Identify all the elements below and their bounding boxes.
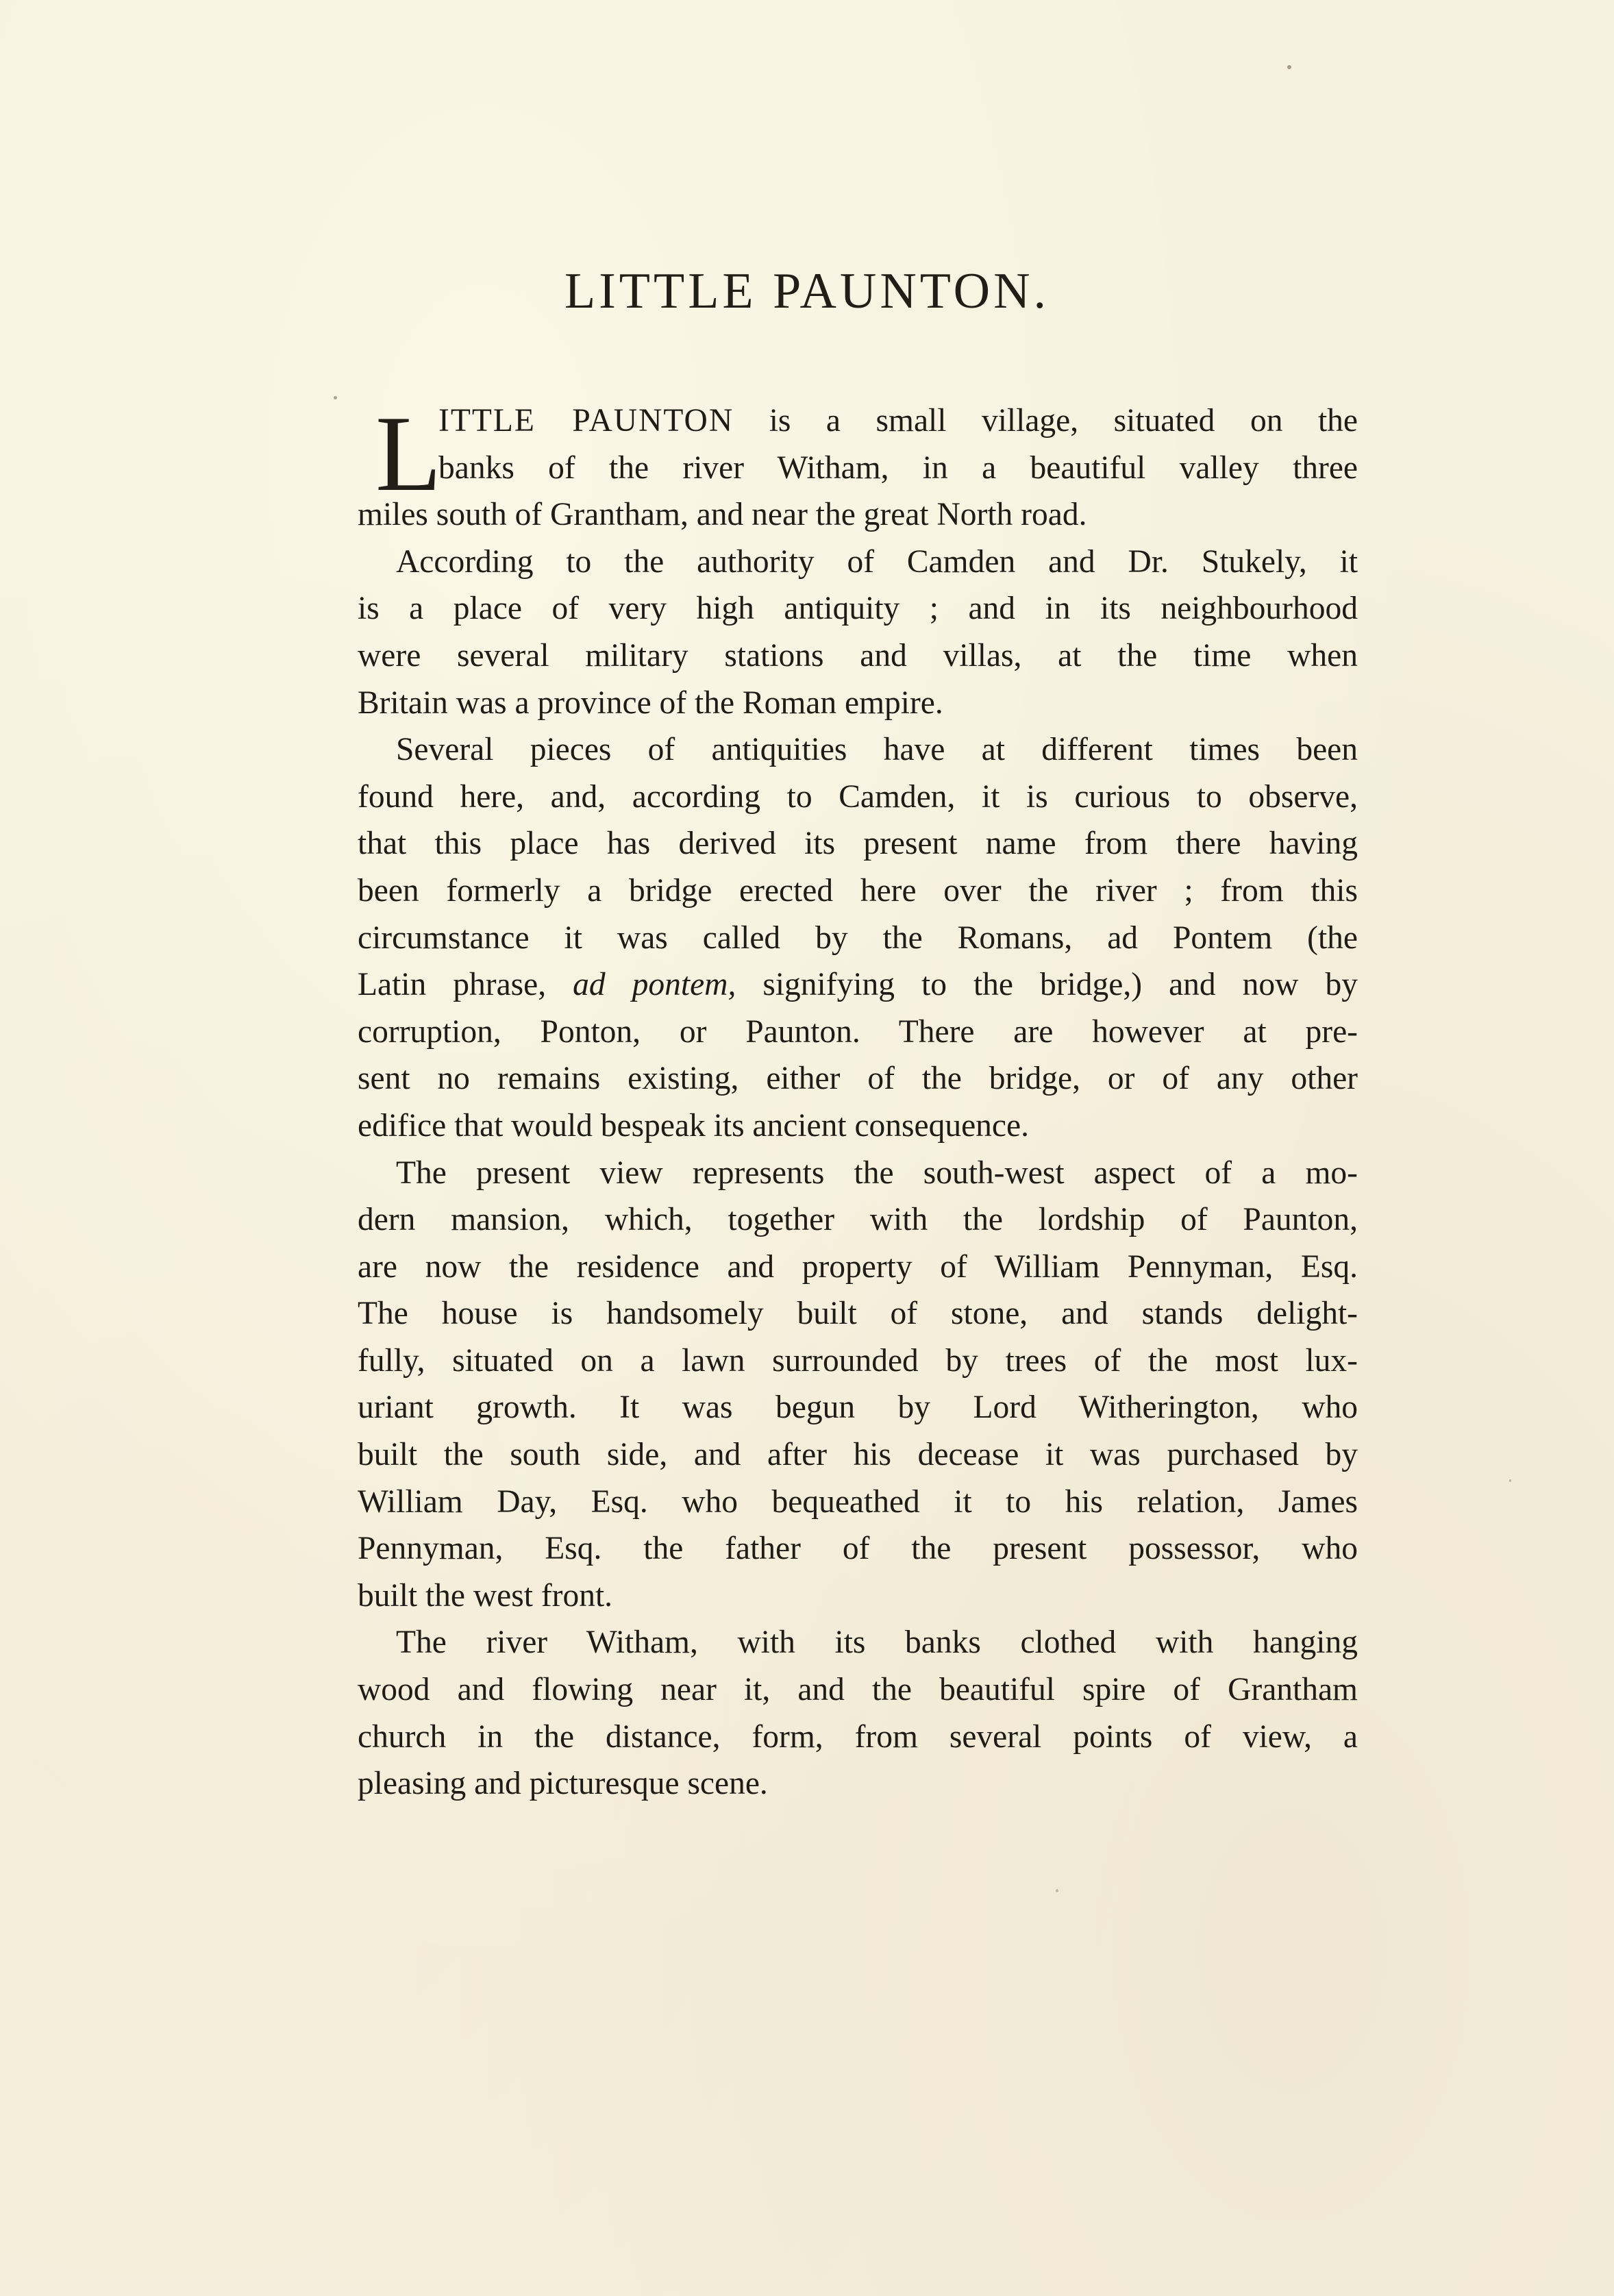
text-line <box>358 632 1358 680</box>
text-line <box>358 1102 1358 1150</box>
text-segment: fully, situated on a lawn surrounded by trees of the most lux- <box>358 1342 1358 1379</box>
text-line <box>358 1714 1358 1761</box>
text-line <box>358 445 1358 492</box>
text-segment: are now the residence and property of William Pennyman, Esq. <box>358 1248 1358 1285</box>
text-line <box>358 1760 1358 1807</box>
text-line <box>358 1525 1358 1572</box>
text-segment: ITTLE PAUNTON <box>438 403 734 439</box>
paper-speck <box>334 396 337 399</box>
text-line <box>358 1009 1358 1056</box>
text-segment: built the west front. <box>358 1577 613 1614</box>
text-segment: built the south side, and after his decease it was purchased by <box>358 1437 1358 1473</box>
text-segment: banks of the river Witham, in a beautiful valley three <box>438 449 1358 486</box>
text-line <box>358 1431 1358 1479</box>
text-line <box>358 1244 1358 1291</box>
text-line <box>358 961 1358 1009</box>
text-line <box>358 539 1358 586</box>
text-line <box>358 1150 1358 1197</box>
text-line <box>358 774 1358 821</box>
text-segment: Britain was a province of the Roman empire. <box>358 684 943 721</box>
text-segment: miles south of Grantham, and near the great North road. <box>358 497 1087 533</box>
text-segment: pleasing and picturesque scene. <box>358 1766 768 1802</box>
text-line <box>358 1384 1358 1431</box>
text-segment: The present view represents the south-west aspect of a mo- <box>396 1155 1358 1191</box>
text-line <box>358 491 1358 539</box>
text-line <box>358 867 1358 915</box>
text-segment: circumstance it was called by the Romans, ad Pontem (the <box>358 919 1358 956</box>
text-line <box>358 1337 1358 1385</box>
text-line <box>358 1196 1358 1244</box>
text-line <box>358 585 1358 632</box>
text-segment: The river Witham, with its banks clothed with hanging <box>396 1625 1358 1661</box>
text-line <box>358 1290 1358 1337</box>
text-segment: dern mansion, which, together with the lordship of Paunton, <box>358 1202 1358 1238</box>
text-segment: been formerly a bridge erected here over the river ; from this <box>358 872 1358 909</box>
text-line <box>358 1055 1358 1102</box>
paper-speck <box>1509 1479 1511 1482</box>
text-line <box>358 1666 1358 1714</box>
paper-speck <box>1287 65 1291 69</box>
text-segment: wood and flowing near it, and the beautiful spire of Grantham <box>358 1672 1358 1708</box>
text-segment: Latin phrase, <box>358 967 573 1003</box>
text-line <box>358 915 1358 962</box>
text-segment: sent no remains existing, either of the bridge, or of any other <box>358 1061 1358 1097</box>
text-segment: church in the distance, form, from several points of view, a <box>358 1718 1358 1755</box>
text-segment: Several pieces of antiquities have at different times been <box>396 732 1358 768</box>
text-segment: ad pontem, <box>573 967 736 1003</box>
text-line <box>358 680 1358 727</box>
text-segment: Pennyman, Esq. the father of the present possessor, who <box>358 1531 1358 1567</box>
text-segment: corruption, Ponton, or Paunton. There are however at pre- <box>358 1013 1358 1050</box>
text-segment: According to the authority of Camden and Dr. Stukely, it <box>396 543 1358 580</box>
page-title: LITTLE PAUNTON. <box>564 263 1050 319</box>
text-segment: is a small village, situated on the <box>734 403 1358 439</box>
text-segment: signifying to the bridge,) and now by <box>736 967 1358 1003</box>
text-segment: that this place has derived its present name from there having <box>358 826 1358 862</box>
drop-cap: L <box>375 394 442 514</box>
text-segment: uriant growth. It was begun by Lord Witherington, who <box>358 1390 1358 1426</box>
text-segment: is a place of very high antiquity ; and in its neighbourhood <box>358 591 1358 627</box>
paper-speck <box>1056 1889 1058 1892</box>
text-line <box>358 726 1358 774</box>
text-segment: edifice that would bespeak its ancient consequence. <box>358 1107 1029 1144</box>
text-line <box>358 1619 1358 1666</box>
text-segment: were several military stations and villas, at the time when <box>358 637 1358 674</box>
text-line <box>358 1479 1358 1526</box>
text-segment: The house is handsomely built of stone, and stands delight- <box>358 1296 1358 1332</box>
text-segment: found here, and, according to Camden, it is curious to observe, <box>358 778 1358 815</box>
text-line <box>358 820 1358 867</box>
text-line <box>358 397 1358 445</box>
body-text <box>358 394 1358 1807</box>
text-segment: William Day, Esq. who bequeathed it to his relation, James <box>358 1483 1358 1520</box>
text-line <box>358 1572 1358 1620</box>
